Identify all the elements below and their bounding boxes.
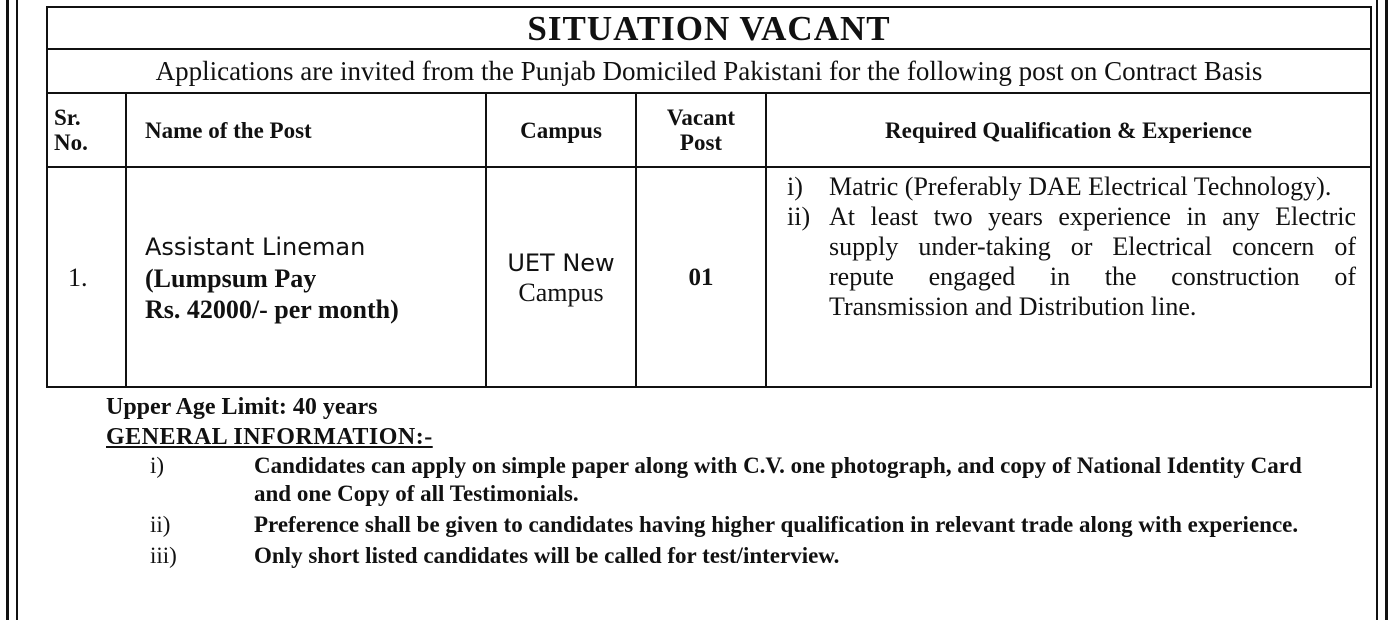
list-item-text: Preference shall be given to candidates having higher qualification in relevant trade along with experience. — [254, 512, 1299, 537]
header-sr-line1: Sr. — [54, 105, 81, 130]
row-qualification — [766, 167, 1370, 388]
general-info-heading: GENERAL INFORMATION:- — [106, 424, 433, 450]
header-post-name: Name of the Post — [126, 94, 486, 167]
row-sr-no: 1. — [48, 167, 126, 388]
campus-line2: Campus — [518, 278, 604, 307]
header-sr-line2: No. — [54, 130, 88, 155]
list-item-number: ii) — [150, 512, 171, 537]
list-item-number: i) — [150, 453, 165, 478]
vacancy-notice-box — [46, 6, 1372, 388]
row-vacant-post: 01 — [636, 167, 766, 388]
post-pay-line1: (Lumpsum Pay — [145, 263, 317, 293]
qualification-number: ii) — [787, 202, 811, 231]
list-item — [150, 511, 1330, 539]
qualification-text: Matric (Preferably DAE Electrical Technology). — [829, 172, 1332, 201]
qualification-item — [787, 172, 1356, 202]
list-item-text: Only short listed candidates will be called for test/interview. — [254, 543, 840, 568]
list-item — [150, 452, 1330, 508]
list-item — [150, 542, 1330, 570]
list-item-number: iii) — [150, 543, 177, 568]
header-vacant-line1: Vacant — [666, 105, 736, 130]
notice-title: SITUATION VACANT — [48, 8, 1370, 50]
general-info-list — [150, 452, 1330, 573]
header-qualification: Required Qualification & Experience — [766, 94, 1370, 167]
post-title: Assistant Lineman — [145, 232, 366, 261]
header-vacant-line2: Post — [679, 130, 723, 155]
table-row — [48, 167, 1370, 388]
posts-table — [48, 94, 1370, 388]
header-campus: Campus — [486, 94, 636, 167]
notice-subtitle: Applications are invited from the Punjab Domiciled Pakistani for the following post on Contract Basis — [48, 50, 1370, 94]
qualification-text: At least two years experience in any Electric supply under-taking or Electrical concern of repute engaged in the construction of Transmission and Distribution line. — [829, 202, 1356, 321]
header-sr-no — [48, 94, 126, 167]
row-campus — [486, 167, 636, 388]
table-header-row — [48, 94, 1370, 167]
row-post-name — [126, 167, 486, 388]
header-vacant-post — [636, 94, 766, 167]
qualification-item — [787, 202, 1356, 322]
qualification-number: i) — [787, 172, 803, 201]
post-pay-line2: Rs. 42000/- per month) — [145, 294, 399, 324]
age-limit: Upper Age Limit: 40 years — [106, 394, 378, 420]
campus-line1: UET New — [507, 249, 615, 277]
list-item-text: Candidates can apply on simple paper along with C.V. one photograph, and copy of National Identity Card and one Copy of all Testimonials. — [254, 453, 1302, 506]
